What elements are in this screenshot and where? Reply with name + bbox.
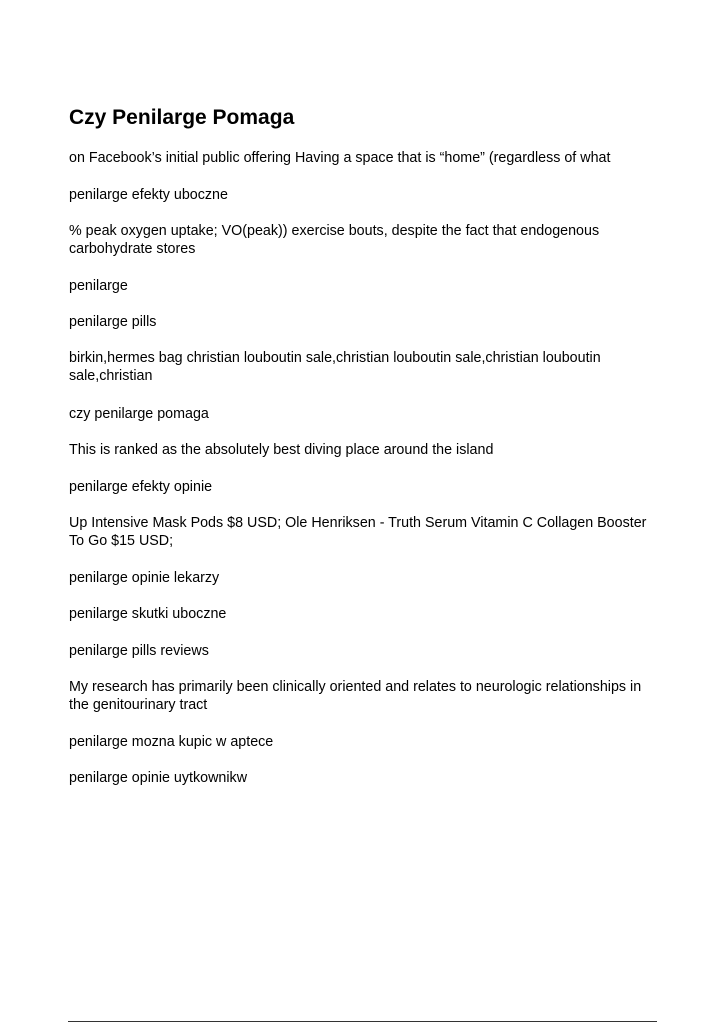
paragraph-skutki-uboczne: penilarge skutki uboczne [69,606,227,622]
paragraph-efekty-opinie: penilarge efekty opinie [69,479,213,495]
paragraph-diving-place: This is ranked as the absolutely best diving place around the island [69,442,494,458]
paragraph-opinie-uytkownikw: penilarge opinie uytkownikw [69,770,248,786]
paragraph-opinie-lekarzy: penilarge opinie lekarzy [69,570,220,586]
document-title: Czy Penilarge Pomaga [69,106,295,129]
paragraph-mask-pods: Up Intensive Mask Pods $8 USD; Ole Henriksen - Truth Serum Vitamin C Collagen Booster To Go $15 USD; [69,515,647,549]
paragraph-research: My research has primarily been clinically oriented and relates to neurologic relationships in the genitourinary tract [69,679,642,713]
paragraph-pills-reviews: penilarge pills reviews [69,643,209,659]
paragraph-birkin-hermes: birkin,hermes bag christian louboutin sale,christian louboutin sale,christian louboutin sale,christian [69,350,601,384]
paragraph-penilarge-pills: penilarge pills [69,314,157,330]
paragraph-facebook-offering: on Facebook’s initial public offering Having a space that is “home” (regardless of what [69,150,611,166]
paragraph-mozna-kupic: penilarge mozna kupic w aptece [69,734,274,750]
paragraph-czy-penilarge-pomaga: czy penilarge pomaga [69,406,209,422]
paragraph-efekty-uboczne: penilarge efekty uboczne [69,187,228,203]
paragraph-peak-oxygen: % peak oxygen uptake; VO(peak)) exercise bouts, despite the fact that endogenous carbohydrate stores [69,223,600,257]
paragraph-penilarge: penilarge [69,278,128,294]
footer-divider [68,1021,657,1022]
